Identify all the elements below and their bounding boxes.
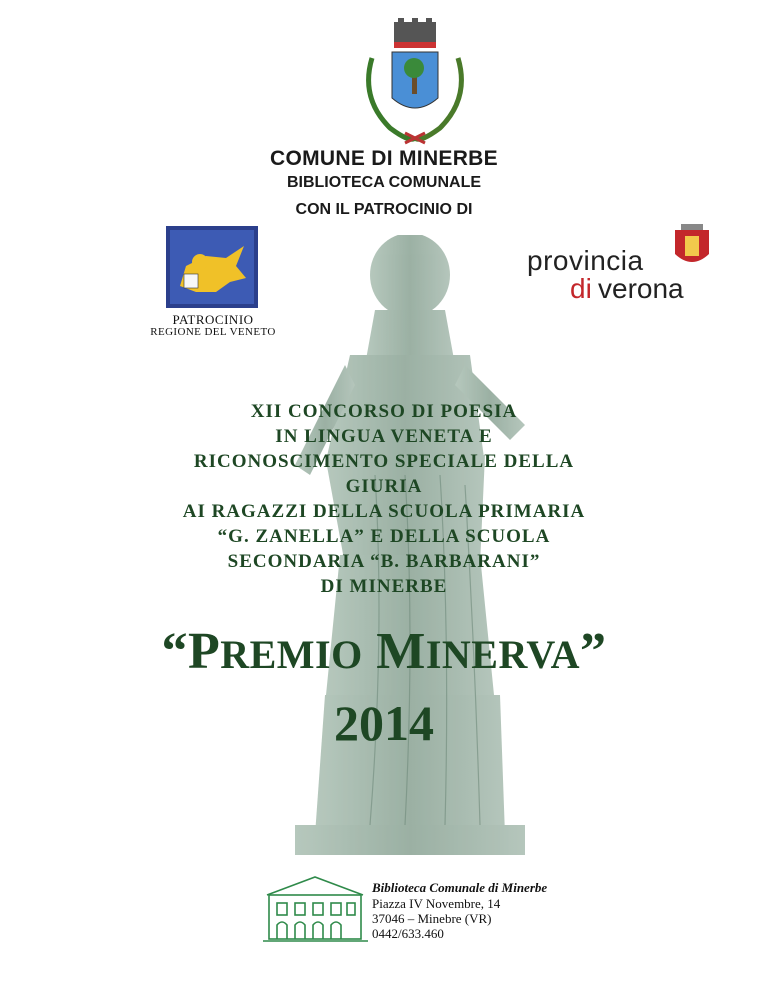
title-line: RICONOSCIMENTO SPECIALE DELLA [193, 451, 575, 472]
library-phone: 0442/633.460 [372, 926, 444, 941]
library-address-street: Piazza IV Novembre, 14 [372, 896, 501, 911]
library-building-icon [263, 873, 368, 943]
title-line: XII CONCORSO DI POESIA [250, 401, 518, 422]
premio-p1-cap: P [187, 623, 221, 680]
regione-veneto-lion-logo [166, 226, 258, 308]
premio-open-quote: “ [161, 623, 188, 680]
patrocinio-label: CON IL PATROCINIO DI [295, 201, 473, 218]
title-line: GIURIA [345, 476, 423, 497]
comune-title: COMUNE DI MINERBE [270, 147, 498, 170]
title-line: “G. ZANELLA” E DELLA SCUOLA [217, 526, 551, 547]
title-line: DI MINERBE [320, 576, 448, 597]
title-line: IN LINGUA VENETA E [275, 426, 493, 447]
premio-close-quote: ” [580, 623, 607, 680]
premio-minerva-title [0, 622, 768, 681]
title-line: AI RAGAZZI DELLA SCUOLA PRIMARIA [182, 501, 586, 522]
premio-year: 2014 [334, 695, 434, 751]
library-address-block [372, 880, 547, 941]
biblioteca-title: BIBLIOTECA COMUNALE [286, 174, 482, 191]
provincia-word: provincia [527, 245, 644, 276]
regione-patrocinio-label: PATROCINIO [172, 312, 254, 327]
library-address-city: 37046 – Minebre (VR) [372, 911, 492, 926]
provincia-di: di [570, 273, 592, 304]
library-name: Biblioteca Comunale di Minerbe [372, 880, 548, 895]
title-line: SECONDARIA “B. BARBARANI” [227, 551, 541, 572]
comune-crest-icon [350, 18, 480, 158]
regione-name-label: REGIONE DEL VENETO [150, 326, 276, 338]
provincia-crest-icon [673, 224, 711, 270]
premio-p2-cap: M [376, 623, 426, 680]
concorso-title-block [0, 399, 768, 599]
provincia-city: verona [598, 273, 684, 304]
premio-p2-rest: INERVA [425, 632, 581, 677]
premio-p1-rest: REMIO [220, 632, 363, 677]
